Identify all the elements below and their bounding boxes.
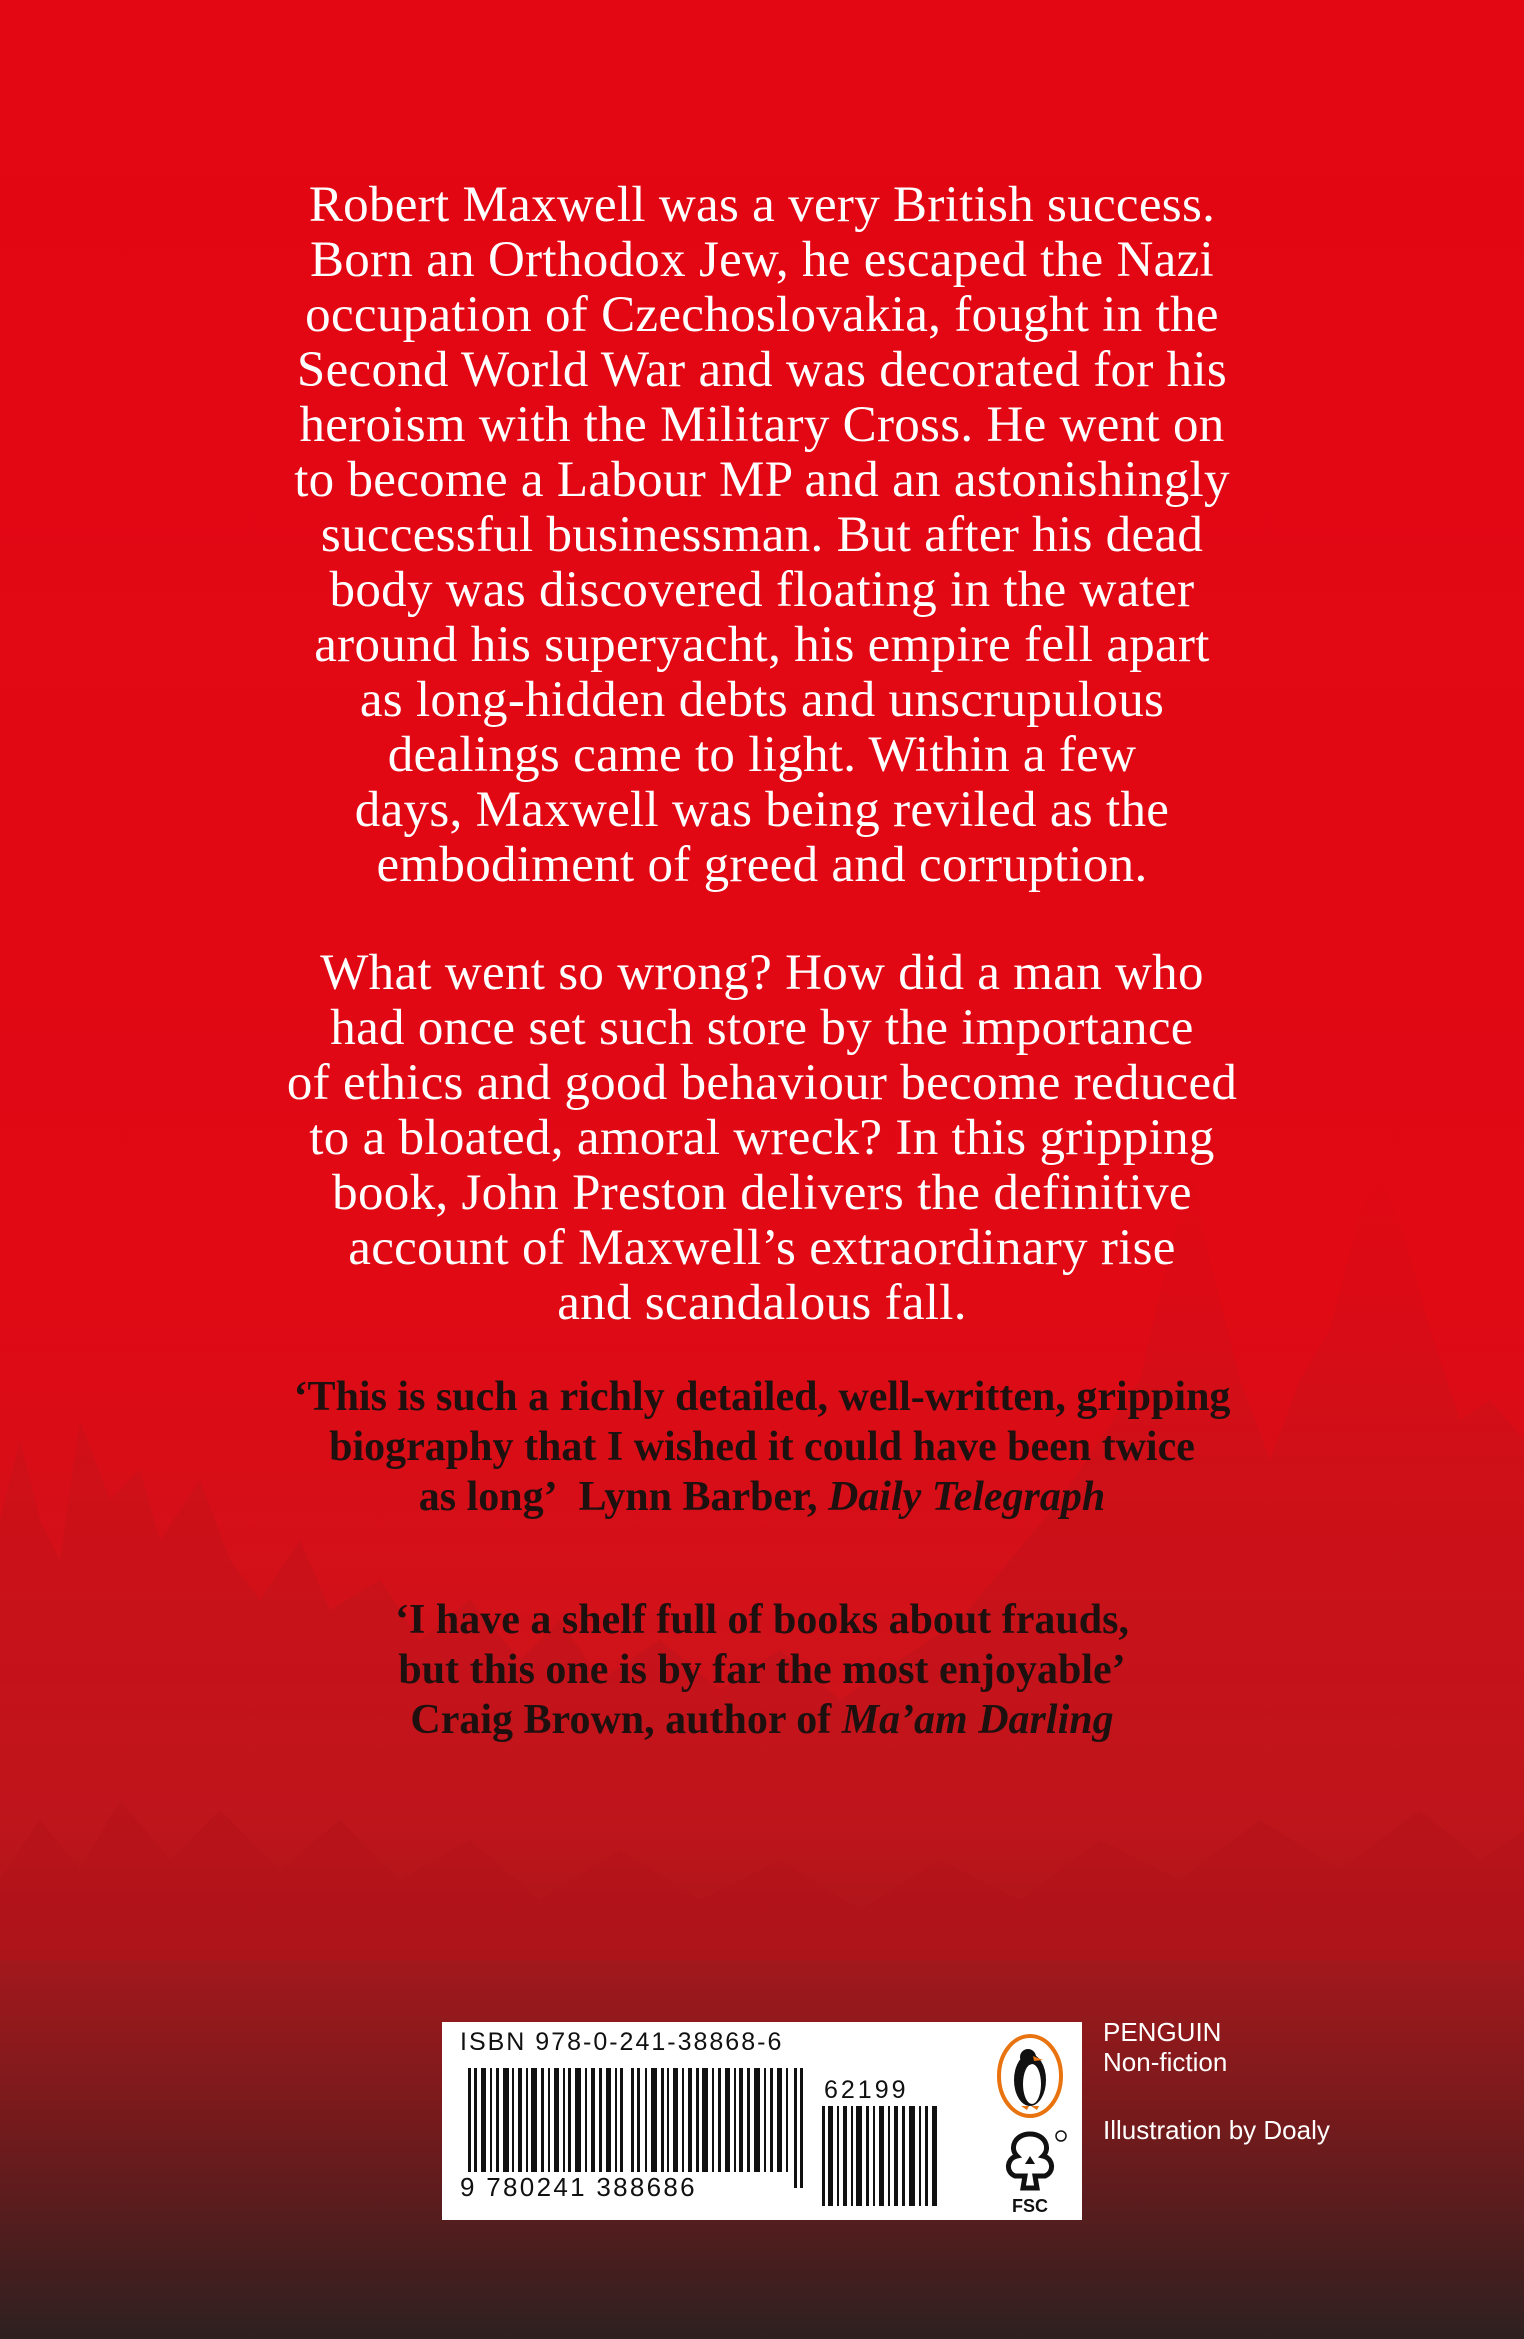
blurb-paragraph-2: What went so wrong? How did a man who had once set such store by the importance of ethics and good behaviour become reduced to a bloated, amoral wreck? In this gripping book, John Preston delivers the definitive account of Maxwell’s extraordinary rise and scandalous fall. (286, 945, 1238, 1331)
fsc-label: FSC (1012, 2196, 1048, 2216)
blurb-paragraph-1: Robert Maxwell was a very British success. Born an Orthodox Jew, he escaped the Nazi occupation of Czechoslovakia, fought in the Second World War and was decorated for his heroism with the Military Cross. He went on to become a Labour MP and an astonishingly successful businessman. But after his dead body was discovered floating in the water around his superyacht, his empire fell apart as long-hidden debts and unscrupulous dealings came to light. Within a few days, Maxwell was being reviled as the embodiment of greed and corruption. (294, 177, 1230, 893)
isbn-label: ISBN 978-0-241-38868-6 (460, 2028, 784, 2056)
quote-text: biography that I wished it could have been twice (329, 1424, 1195, 1470)
publisher-category: Non-fiction (1103, 2047, 1228, 2077)
quote-book-title: Ma’am Darling (841, 1697, 1114, 1743)
quote-text: but this one is by far the most enjoyable’ (398, 1647, 1126, 1693)
quote-author: Lynn Barber, (578, 1474, 818, 1520)
quote-text: ‘I have a shelf full of books about frauds, (395, 1597, 1129, 1643)
quote-publication: Daily Telegraph (827, 1474, 1106, 1520)
penguin-logo-icon (997, 2034, 1063, 2118)
fsc-logo-icon (987, 2126, 1073, 2216)
quote-author: Craig Brown, author of (410, 1697, 832, 1743)
review-quote-2 (150, 1595, 1374, 1745)
price-code: 62199 (824, 2076, 909, 2104)
publisher-name: PENGUIN (1103, 2017, 1222, 2047)
quote-text: ‘This is such a richly detailed, well-written, gripping (293, 1374, 1231, 1420)
review-quote-1 (150, 1372, 1374, 1522)
barcode-bars (468, 2068, 808, 2188)
barcode-panel (442, 2022, 1082, 2220)
addon-barcode-bars (822, 2106, 942, 2206)
illustration-credit: Illustration by Doaly (1103, 2115, 1330, 2145)
ean-number: 9 780241 388686 (460, 2172, 697, 2202)
quote-text: as long’ (418, 1474, 558, 1520)
